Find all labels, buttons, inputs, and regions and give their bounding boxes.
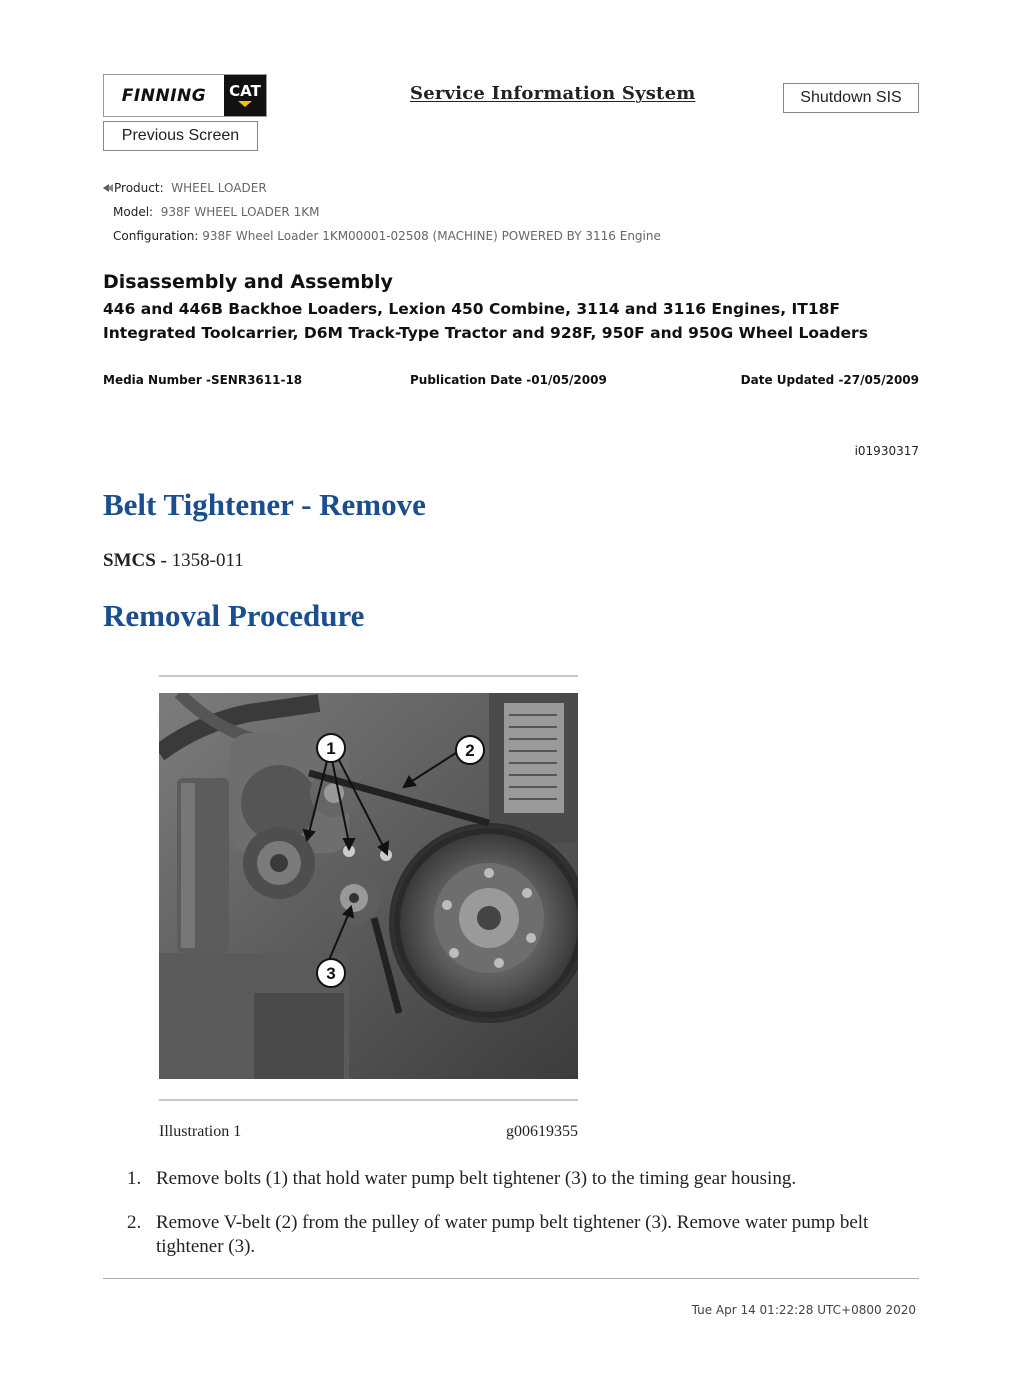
shutdown-sis-button[interactable]: Shutdown SIS — [783, 83, 919, 113]
illustration-id: g00619355 — [506, 1123, 578, 1140]
product-line — [103, 181, 267, 195]
cat-triangle-icon — [238, 101, 252, 107]
footer-timestamp: Tue Apr 14 01:22:28 UTC+0800 2020 — [691, 1303, 916, 1317]
illustration-label: Illustration 1 — [159, 1123, 242, 1140]
smcs-value: 1358-011 — [171, 550, 244, 571]
configuration-key: Configuration: — [113, 229, 199, 243]
configuration-value: 938F Wheel Loader 1KM00001-02508 (MACHINE) POWERED BY 3116 Engine — [202, 229, 661, 243]
smcs-code — [103, 550, 244, 572]
document-title: Disassembly and Assembly — [103, 271, 393, 293]
footer-divider — [103, 1278, 919, 1279]
product-key: Product: — [114, 181, 164, 195]
finning-cat-logo — [103, 74, 267, 117]
model-value: 938F WHEEL LOADER 1KM — [160, 205, 320, 219]
step-text: Remove bolts (1) that hold water pump belt tightener (3) to the timing gear housing. — [156, 1168, 797, 1189]
callout-3-icon — [317, 959, 345, 987]
date-updated: Date Updated -27/05/2009 — [740, 373, 919, 387]
engine-illustration — [159, 693, 578, 1079]
back-arrow-icon[interactable] — [103, 183, 113, 193]
illustration-bottom-divider — [159, 1099, 578, 1101]
product-value: WHEEL LOADER — [171, 181, 267, 195]
callout-2-icon — [456, 736, 484, 764]
callout-1-icon — [317, 734, 345, 762]
media-number: Media Number -SENR3611-18 — [103, 373, 303, 387]
finning-logo-text: FINNING — [121, 85, 207, 106]
engine-illustration-photo — [159, 693, 578, 1079]
model-line — [113, 205, 319, 219]
step-text: Remove V-belt (2) from the pulley of water pump belt tightener (3). Remove water pump belt tightener (3). — [156, 1212, 869, 1257]
procedure-steps — [127, 1167, 917, 1279]
publication-date: Publication Date -01/05/2009 — [410, 373, 607, 387]
callout-1-label: 1 — [326, 739, 336, 758]
callout-2-label: 2 — [465, 741, 475, 760]
smcs-label: SMCS - — [103, 550, 167, 571]
document-id: i01930317 — [854, 444, 919, 458]
list-item — [127, 1211, 917, 1259]
model-key: Model: — [113, 205, 154, 219]
callout-3-label: 3 — [326, 964, 336, 983]
sis-title: Service Information System — [410, 83, 696, 104]
step-number: 2. — [127, 1212, 142, 1233]
cat-logo-text: CAT — [229, 82, 261, 100]
document-subtitle: 446 and 446B Backhoe Loaders, Lexion 450 Combine, 3114 and 3116 Engines, IT18F Integrated Toolcarrier, D6M Track-Type Tractor and 928F, 950F and 950G Wheel Loaders — [103, 300, 868, 342]
cat-logo-mark — [224, 75, 266, 116]
illustration-top-divider — [159, 675, 578, 677]
previous-screen-button[interactable]: Previous Screen — [103, 121, 258, 151]
list-item — [127, 1167, 917, 1191]
page-title: Belt Tightener - Remove — [103, 487, 426, 522]
section-heading: Removal Procedure — [103, 598, 365, 633]
step-number: 1. — [127, 1168, 142, 1189]
configuration-line — [113, 229, 661, 243]
